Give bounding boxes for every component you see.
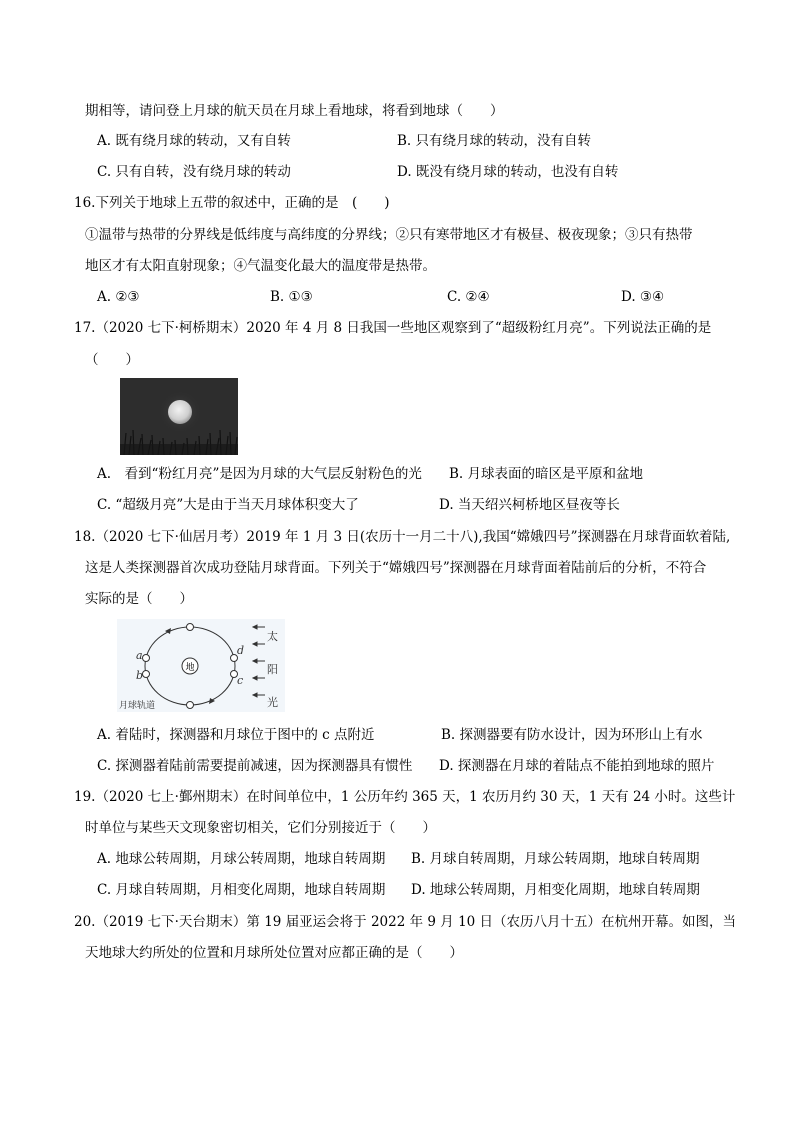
- q18-stem-line3: 实际的是（ ）: [85, 591, 193, 607]
- q18-stem-line2: 这是人类探测器首次成功登陆月球背面。下列关于“嫦娥四号”探测器在月球背面着陆前后的分析，不符合: [85, 560, 707, 576]
- label-c: c: [237, 674, 244, 687]
- q17-stem-line1: 17.（2020 七下·柯桥期末）2020 年 4 月 8 日我国一些地区观察到了“超级粉红月亮”。下列说法正确的是: [74, 320, 712, 336]
- q15-continuation: 期相等，请问登上月球的航天员在月球上看地球，将看到地球（ ）: [85, 103, 504, 119]
- q16-statement-line2: 地区才有太阳直射现象；④气温变化最大的温度带是热带。: [85, 258, 436, 274]
- q17-stem-line2: （ ）: [85, 352, 139, 368]
- q19-stem-line1: 19.（2020 七上·鄞州期末）在时间单位中，1 公历年约 365 天，1 农历月约 30 天，1 天有 24 小时。这些计: [74, 789, 736, 805]
- q18-option-c[interactable]: C. 探测器着陆前需要提前减速，因为探测器具有惯性: [97, 758, 413, 774]
- label-a: a: [136, 649, 143, 662]
- q18-option-a[interactable]: A. 着陆时，探测器和月球位于图中的 c 点附近: [97, 727, 375, 743]
- sunlight-char-1: 太: [267, 630, 278, 643]
- q17-option-a[interactable]: A. 看到“粉红月亮”是因为月球的大气层反射粉色的光: [97, 466, 422, 482]
- q15-option-c[interactable]: C. 只有自转，没有绕月球的转动: [97, 164, 291, 180]
- sunlight-char-3: 光: [267, 696, 278, 709]
- q16-stem: 16.下列关于地球上五带的叙述中，正确的是 ( ): [74, 195, 390, 211]
- q17-option-b[interactable]: B. 月球表面的暗区是平原和盆地: [449, 466, 644, 482]
- q20-stem-line1: 20.（2019 七下·天台期末）第 19 届亚运会将于 2022 年 9 月 10 日（农历八月十五）在杭州开幕。如图，当: [74, 914, 737, 930]
- orbit-label: 月球轨道: [119, 701, 156, 711]
- sunlight-char-2: 阳: [267, 663, 278, 676]
- q16-option-b[interactable]: B. ①③: [270, 289, 313, 305]
- q16-option-c[interactable]: C. ②④: [447, 289, 490, 305]
- moon-photo-svg: [120, 378, 238, 455]
- q15-option-b[interactable]: B. 只有绕月球的转动，没有自转: [397, 133, 592, 149]
- q16-option-d[interactable]: D. ③④: [621, 289, 665, 305]
- q17-option-c[interactable]: C. “超级月亮”大是由于当天月球体积变大了: [97, 497, 359, 513]
- label-d: d: [237, 644, 245, 657]
- q19-option-d[interactable]: D. 地球公转周期，月相变化周期，地球自转周期: [411, 882, 700, 898]
- q18-option-b[interactable]: B. 探测器要有防水设计，因为环形山上有水: [441, 727, 703, 743]
- pink-moon-photo: [120, 378, 238, 455]
- q15-option-a[interactable]: A. 既有绕月球的转动，又有自转: [97, 133, 291, 149]
- q19-option-a[interactable]: A. 地球公转周期，月球公转周期，地球自转周期: [97, 851, 386, 867]
- q16-statement-line1: ①温带与热带的分界线是低纬度与高纬度的分界线；②只有寒带地区才有极昼、极夜现象；③只有热带: [85, 227, 693, 243]
- q19-option-b[interactable]: B. 月球自转周期，月球公转周期，地球自转周期: [411, 851, 700, 867]
- q16-option-a[interactable]: A. ②③: [97, 289, 140, 305]
- q20-stem-line2: 天地球大约所处的位置和月球所处位置对应都正确的是（ ）: [85, 945, 463, 961]
- q17-option-d[interactable]: D. 当天绍兴柯桥地区昼夜等长: [439, 497, 620, 513]
- label-b: b: [136, 669, 144, 682]
- q15-option-d[interactable]: D. 既没有绕月球的转动，也没有自转: [397, 164, 619, 180]
- q18-option-d[interactable]: D. 探测器在月球的着陆点不能拍到地球的照片: [439, 758, 715, 774]
- q19-stem-line2: 时单位与某些天文现象密切相关，它们分别接近于（ ）: [85, 820, 436, 836]
- moon-orbit-diagram: [117, 619, 285, 712]
- earth-label: 地: [185, 663, 195, 673]
- orbit-diagram-svg: [117, 619, 285, 712]
- q19-option-c[interactable]: C. 月球自转周期，月相变化周期，地球自转周期: [97, 882, 386, 898]
- q18-stem-line1: 18.（2020 七下·仙居月考）2019 年 1 月 3 日(农历十一月二十八),我国“嫦娥四号”探测器在月球背面软着陆,: [74, 529, 731, 545]
